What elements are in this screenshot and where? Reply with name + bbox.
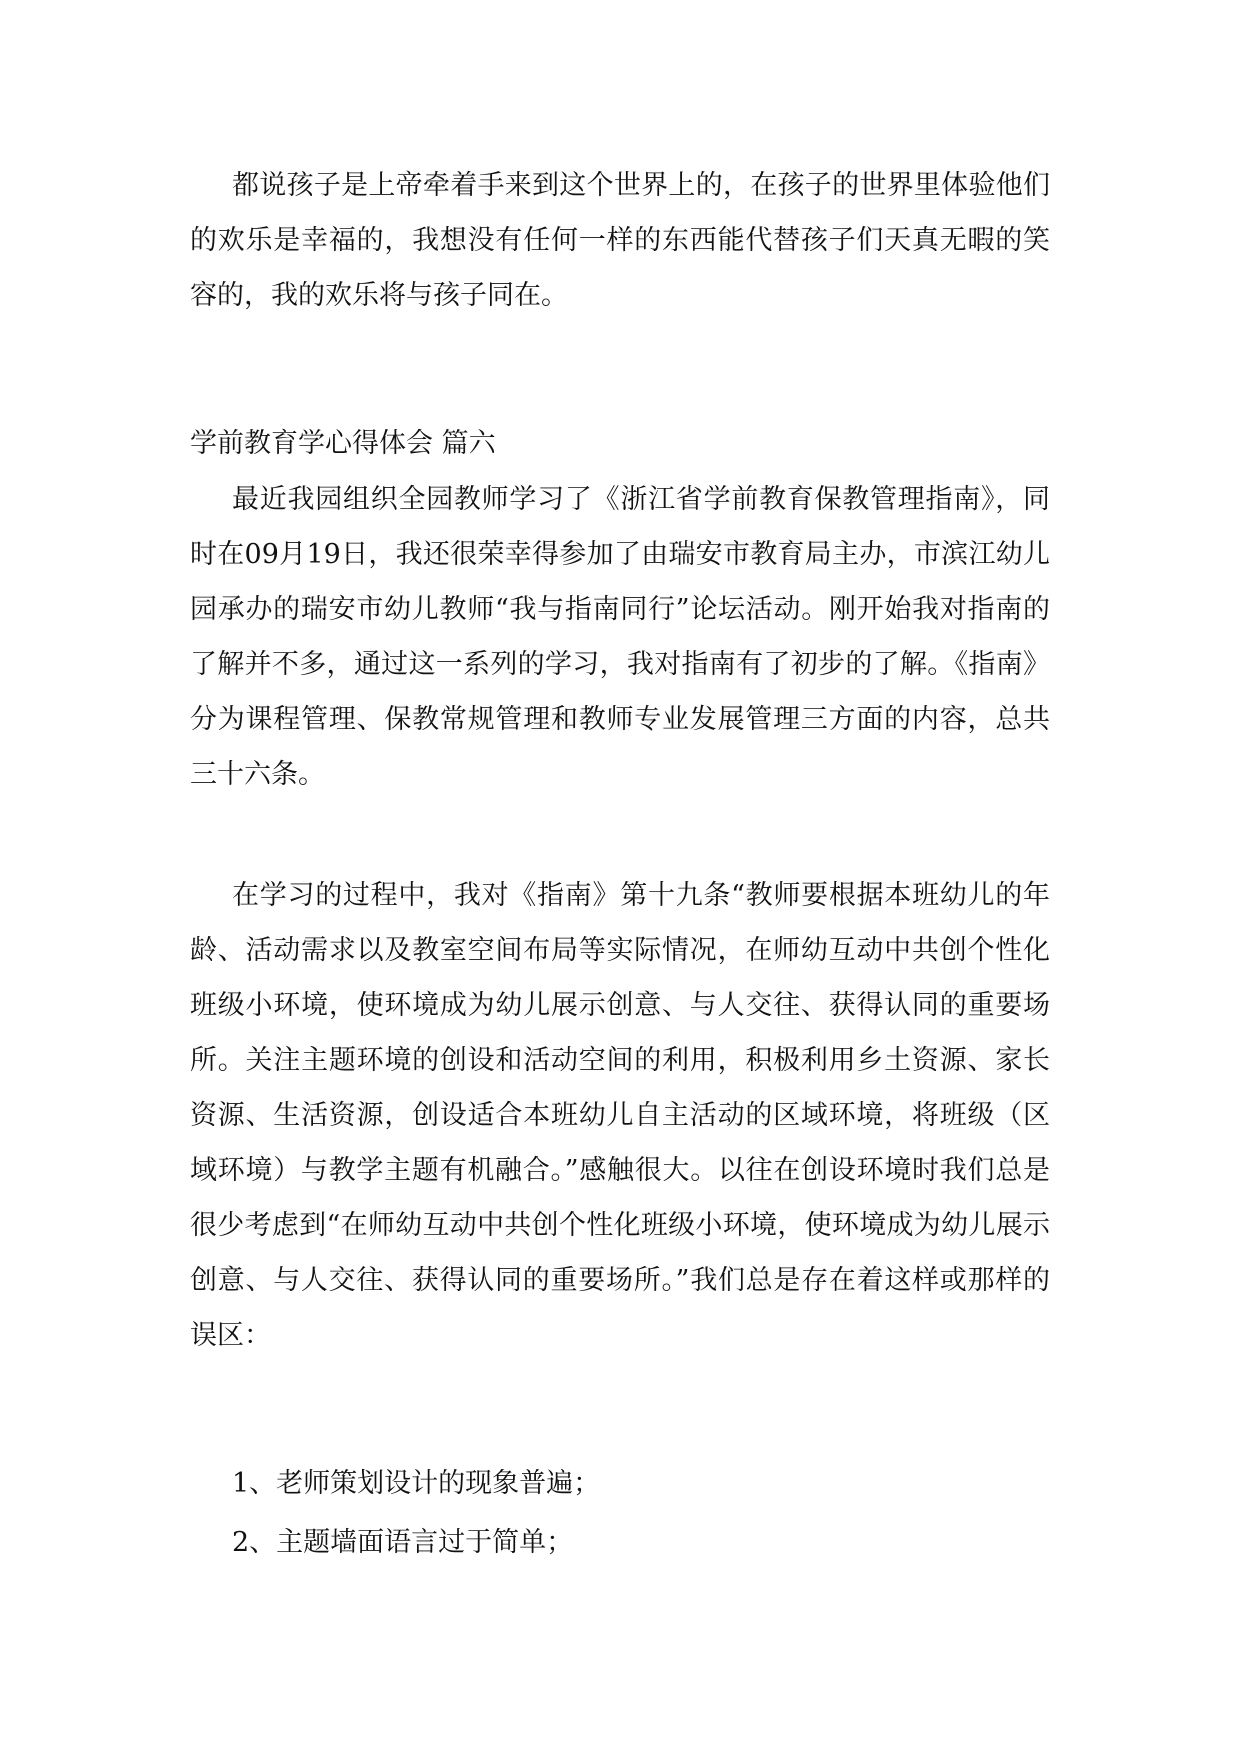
- list-item: 2、主题墙面语言过于简单；: [232, 1527, 574, 1558]
- paragraph-guide-study: 最近我园组织全园教师学习了《浙江省学前教育保教管理指南》，同时在09月19日，我还很荣幸得参加了由瑞安市教育局主办，市滨江幼儿园承办的瑞安市幼儿教师“我与指南同行”论坛活动。刚开始我对指南的了解并不多，通过这一系列的学习，我对指南有了初步的了解。《指南》分为课程管理、保教常规管理和教师专业发展管理三方面的内容，总共三十六条。: [190, 484, 1050, 790]
- section-heading-block: [190, 416, 1050, 471]
- text-block-reflection: [190, 868, 1050, 1363]
- paragraph-intro: 都说孩子是上帝牵着手来到这个世界上的，在孩子的世界里体验他们的欢乐是幸福的，我想没有任何一样的东西能代替孩子们天真无暇的笑容的，我的欢乐将与孩子同在。: [190, 170, 1050, 311]
- section-heading: 学前教育学心得体会 篇六: [190, 428, 496, 459]
- list-item-block-2: [190, 1515, 1050, 1570]
- list-item-block-1: [190, 1456, 1050, 1511]
- text-block-guide: [190, 472, 1050, 802]
- paragraph-reflection: 在学习的过程中，我对《指南》第十九条“教师要根据本班幼儿的年龄、活动需求以及教室空间布局等实际情况，在师幼互动中共创个性化班级小环境，使环境成为幼儿展示创意、与人交往、获得认同的重要场所。关注主题环境的创设和活动空间的利用，积极利用乡土资源、家长资源、生活资源，创设适合本班幼儿自主活动的区域环境，将班级（区域环境）与教学主题有机融合。”感触很大。以往在创设环境时我们总是很少考虑到“在师幼互动中共创个性化班级小环境，使环境成为幼儿展示创意、与人交往、获得认同的重要场所。”我们总是存在着这样或那样的误区：: [190, 880, 1050, 1351]
- text-block-intro: [190, 158, 1050, 323]
- list-item: 1、老师策划设计的现象普遍；: [232, 1468, 601, 1499]
